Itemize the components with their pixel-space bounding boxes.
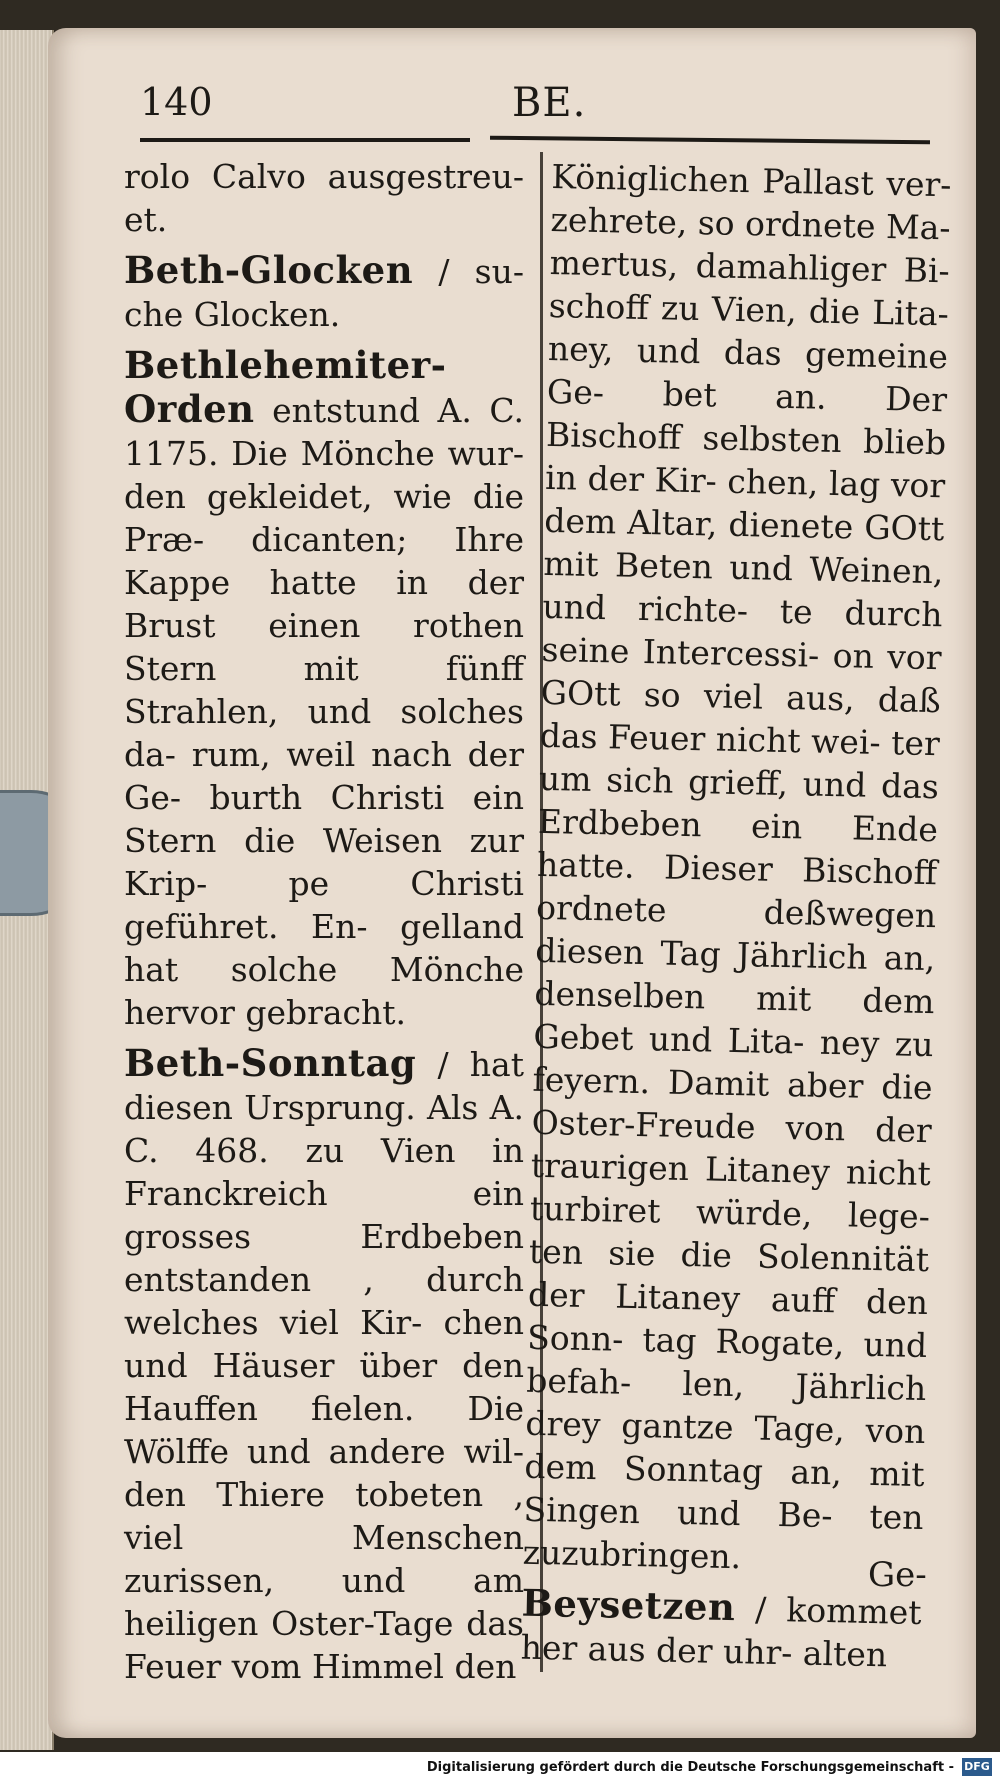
entry-text: entstund A. C. 1175. Die Mönche wur- den gekleidet, wie die Præ- dicanten; Ihre Kappe hatte in der Brust einen rothen Stern mit fünff Strahlen, und solches da- rum, weil nach der Ge- burth Christi ein Stern die Weisen zur Krip- pe Christi geführet. En- gelland hat solche Mönche hervor gebracht.: [124, 391, 524, 1032]
entry-text: / su- che Glocken.: [124, 252, 524, 334]
lemma: Beth-Sonntag: [124, 1041, 417, 1085]
lemma: Beysetzen: [521, 1580, 736, 1630]
lemma: Bethlehemiter- Orden: [124, 343, 447, 431]
header-rule-left: [140, 138, 470, 142]
entry-text: / kommet her aus der uhr- alten: [520, 1589, 922, 1675]
page-number: 140: [140, 80, 213, 124]
dfg-logo: DFG: [962, 1758, 992, 1776]
entry-beth-sonntag: [124, 1042, 524, 1688]
right-continuation: Königlichen Pallast ver- zehrete, so ordnete Ma- mertus, damahliger Bi- schoff zu Vien, die Lita- ney, und das gemeine Ge- bet an. Der Bischoff selbsten blieb in der Kir- chen, lag vor dem Altar, dienete GOtt mit Beten und Weinen, und richte- te durch seine Intercessi- on vor GOtt so viel aus, daß das Feuer nicht wei- ter um sich grieff, und das Erdbeben ein Ende hatte. Dieser Bischoff ordnete deßwegen diesen Tag Jährlich an, denselben mit dem Gebet und Lita- ney zu feyern. Damit aber die Oster-Freude von der traurigen Litaney nicht turbiret würde, lege- ten sie die Solennität der Litaney auff den Sonn- tag Rogate, und befah- len, Jährlich drey gantze Tage, von dem Sonntag an, mit Singen und Be- ten zuzubringen.: [522, 156, 952, 1577]
left-continuation: rolo Calvo ausgestreu- et.: [124, 157, 524, 239]
lemma: Beth-Glocken: [124, 248, 414, 292]
left-column: [124, 155, 524, 1688]
entry-beth-glocken: [124, 249, 524, 336]
entry-beysetzen: [520, 1582, 922, 1677]
running-head: BE.: [512, 80, 587, 126]
right-column: [520, 155, 952, 1677]
entry-text: / hat diesen Ursprung. Als A. C. 468. zu Vien in Franckreich ein grosses Erdbeben entstanden , durch welches viel Kir- chen und Häuser über den Hauffen fielen. Die Wölffe und andere wil- den Thiere tobeten , viel Menschen zurissen, und am heiligen Oster-Tage das Feuer vom Himmel den: [124, 1045, 524, 1686]
catchword: Ge-: [868, 1555, 927, 1595]
entry-bethlehemiter-orden: [124, 344, 524, 1034]
footer-credit: Digitalisierung gefördert durch die Deutsche Forschungsgemeinschaft -: [426, 1760, 954, 1775]
footer-bar: [0, 1752, 1000, 1787]
page-header: [140, 80, 960, 130]
